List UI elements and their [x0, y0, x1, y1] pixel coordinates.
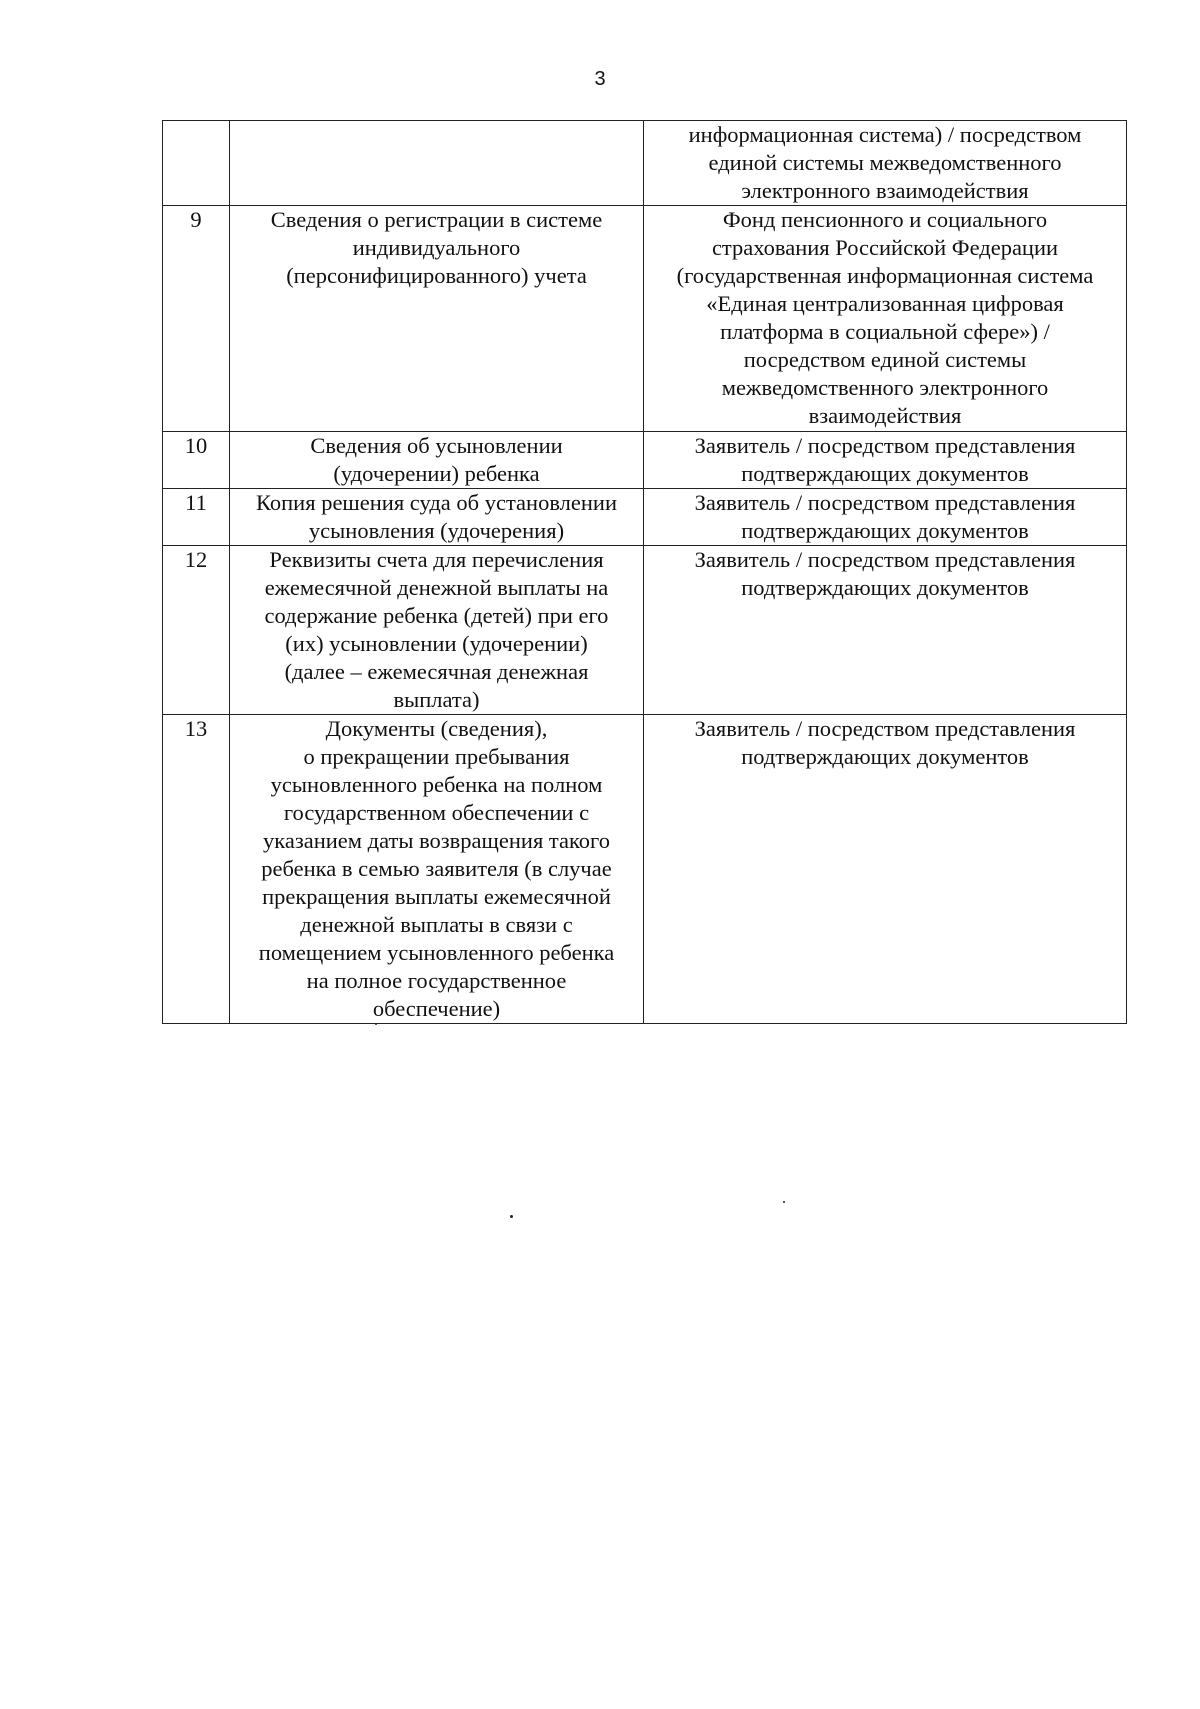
document-name: Документы (сведения), о прекращении пребывания усыновленного ребенка на полном государственном обеспечении с указанием даты возвращения такого ребенка в семью заявителя (в случае прекращения выплаты ежемесячной денежной выплаты в связи с помещением усыновленного ребенка на полное государственное обеспечение) [230, 715, 644, 1024]
document-source: Заявитель / посредством представления подтверждающих документов [644, 489, 1127, 546]
document-name: Сведения об усыновлении (удочерении) ребенка [230, 432, 644, 489]
document-name: Реквизиты счета для перечисления ежемесячной денежной выплаты на содержание ребенка (детей) при его (их) усыновлении (удочерении) (далее – ежемесячная денежная выплата) [230, 546, 644, 715]
document-name: Копия решения суда об установлении усыновления (удочерения) [230, 489, 644, 546]
scan-speck [375, 1023, 377, 1025]
document-source: Заявитель / посредством представления подтверждающих документов [644, 546, 1127, 715]
table-row [163, 546, 1127, 715]
table-row [163, 206, 1127, 432]
document-source: Заявитель / посредством представления подтверждающих документов [644, 715, 1127, 1024]
table-row [163, 121, 1127, 206]
documents-table [162, 120, 1127, 1024]
table-row [163, 432, 1127, 489]
document-name: Сведения о регистрации в системе индивидуального (персонифицированного) учета [230, 206, 644, 432]
row-number: 9 [163, 206, 230, 432]
scan-speck [510, 1215, 513, 1218]
row-number: 12 [163, 546, 230, 715]
page-number: 3 [594, 68, 606, 90]
row-number [163, 121, 230, 206]
document-name [230, 121, 644, 206]
row-number: 13 [163, 715, 230, 1024]
row-number: 11 [163, 489, 230, 546]
document-source: Заявитель / посредством представления подтверждающих документов [644, 432, 1127, 489]
row-number: 10 [163, 432, 230, 489]
document-source: Фонд пенсионного и социального страхования Российской Федерации (государственная информационная система «Единая централизованная цифровая платформа в социальной сфере») / посредством единой системы межведомственного электронного взаимодействия [644, 206, 1127, 432]
document-source: информационная система) / посредством единой системы межведомственного электронного взаимодействия [644, 121, 1127, 206]
table-row [163, 489, 1127, 546]
scan-speck [783, 1201, 785, 1203]
table-row [163, 715, 1127, 1024]
